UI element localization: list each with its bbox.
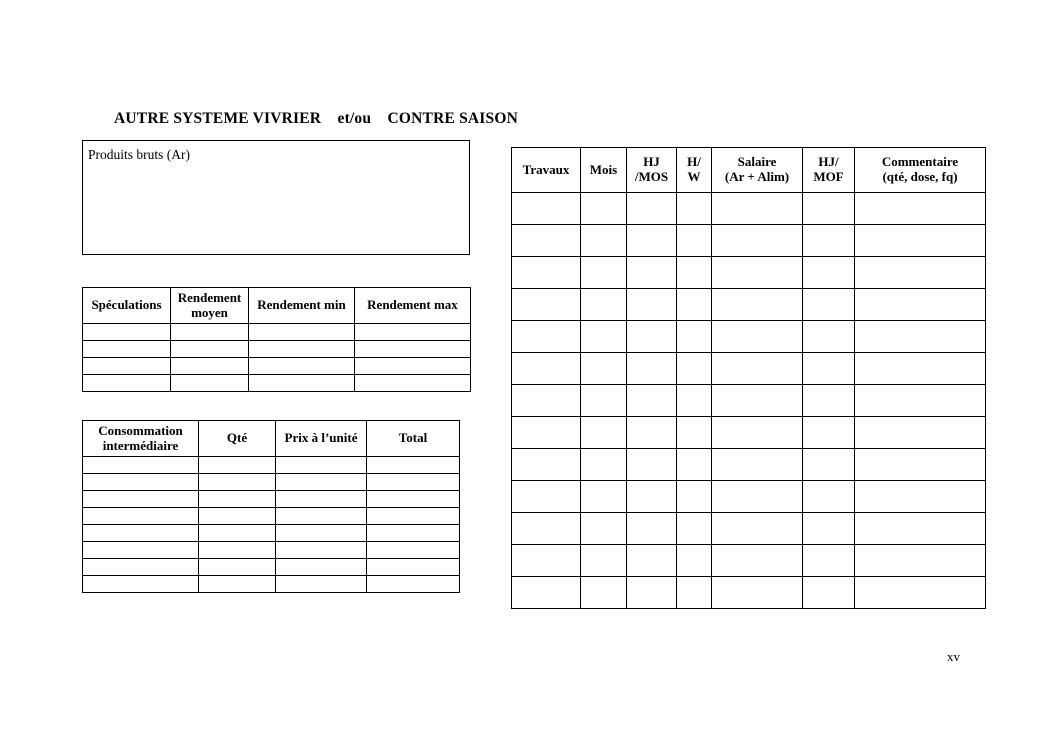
table-cell[interactable] — [83, 341, 171, 358]
table-cell[interactable] — [249, 341, 355, 358]
table-cell[interactable] — [712, 545, 803, 577]
column-header-prix-unite: Prix à l’unité — [276, 421, 367, 457]
table-cell[interactable] — [627, 449, 677, 481]
table-cell[interactable] — [83, 542, 199, 559]
table-cell[interactable] — [83, 576, 199, 593]
table-cell[interactable] — [855, 353, 986, 385]
table-cell[interactable] — [83, 474, 199, 491]
table-row[interactable] — [83, 358, 471, 375]
table-cell[interactable] — [199, 474, 276, 491]
table-cell[interactable] — [855, 225, 986, 257]
table-cell[interactable] — [627, 193, 677, 225]
table-row[interactable] — [512, 449, 986, 481]
table-cell[interactable] — [83, 324, 171, 341]
table-row[interactable] — [83, 542, 460, 559]
table-cell[interactable] — [367, 576, 460, 593]
table-cell[interactable] — [712, 481, 803, 513]
table-cell[interactable] — [803, 385, 855, 417]
table-cell[interactable] — [512, 577, 581, 609]
table-cell[interactable] — [712, 449, 803, 481]
table-cell[interactable] — [855, 481, 986, 513]
table-header-row — [512, 148, 986, 193]
table-cell[interactable] — [627, 321, 677, 353]
table-row[interactable] — [83, 324, 471, 341]
table-cell[interactable] — [803, 289, 855, 321]
table-cell[interactable] — [627, 513, 677, 545]
column-header-qte: Qté — [199, 421, 276, 457]
table-cell[interactable] — [249, 358, 355, 375]
table-row[interactable] — [83, 474, 460, 491]
table-cell[interactable] — [855, 321, 986, 353]
column-header-salaire: Salaire (Ar + Alim) — [712, 148, 803, 193]
table-cell[interactable] — [855, 545, 986, 577]
table-cell[interactable] — [803, 225, 855, 257]
table-cell[interactable] — [512, 289, 581, 321]
table-cell[interactable] — [855, 449, 986, 481]
table-cell[interactable] — [855, 417, 986, 449]
table-row[interactable] — [512, 289, 986, 321]
table-cell[interactable] — [803, 193, 855, 225]
table-cell[interactable] — [512, 417, 581, 449]
table-cell[interactable] — [276, 525, 367, 542]
table-cell[interactable] — [677, 193, 712, 225]
table-cell[interactable] — [171, 324, 249, 341]
table-cell[interactable] — [803, 481, 855, 513]
table-header-row — [83, 288, 471, 324]
table-cell[interactable] — [627, 417, 677, 449]
table-cell[interactable] — [677, 449, 712, 481]
table-cell[interactable] — [677, 385, 712, 417]
column-header-mois: Mois — [581, 148, 627, 193]
table-cell[interactable] — [581, 513, 627, 545]
table-cell[interactable] — [199, 508, 276, 525]
table-cell[interactable] — [199, 576, 276, 593]
table-row[interactable] — [512, 417, 986, 449]
table-cell[interactable] — [712, 385, 803, 417]
table-cell[interactable] — [803, 321, 855, 353]
table-cell[interactable] — [355, 375, 471, 392]
table-cell[interactable] — [367, 559, 460, 576]
table-row[interactable] — [512, 385, 986, 417]
column-header-hj-mof: HJ/ MOF — [803, 148, 855, 193]
table-cell[interactable] — [512, 513, 581, 545]
table-cell[interactable] — [171, 375, 249, 392]
table-cell[interactable] — [712, 257, 803, 289]
table-cell[interactable] — [581, 577, 627, 609]
table-cell[interactable] — [512, 321, 581, 353]
table-cell[interactable] — [803, 513, 855, 545]
table-row[interactable] — [512, 193, 986, 225]
table-cell[interactable] — [581, 321, 627, 353]
table-cell[interactable] — [712, 321, 803, 353]
consommation-intermediaire-table — [82, 420, 460, 593]
table-row[interactable] — [83, 457, 460, 474]
travaux-table — [511, 147, 986, 609]
table-cell[interactable] — [803, 257, 855, 289]
column-header-speculations: Spéculations — [83, 288, 171, 324]
table-cell[interactable] — [83, 491, 199, 508]
table-cell[interactable] — [367, 542, 460, 559]
table-row[interactable] — [83, 576, 460, 593]
table-cell[interactable] — [276, 576, 367, 593]
column-header-rendement-max: Rendement max — [355, 288, 471, 324]
table-cell[interactable] — [249, 375, 355, 392]
table-cell[interactable] — [677, 577, 712, 609]
table-cell[interactable] — [855, 513, 986, 545]
table-cell[interactable] — [199, 491, 276, 508]
table-cell[interactable] — [512, 225, 581, 257]
table-cell[interactable] — [83, 375, 171, 392]
table-row[interactable] — [512, 257, 986, 289]
page-title: AUTRE SYSTEME VIVRIER et/ou CONTRE SAISON — [114, 110, 519, 127]
table-cell[interactable] — [712, 289, 803, 321]
table-cell[interactable] — [677, 257, 712, 289]
table-cell[interactable] — [855, 289, 986, 321]
table-row[interactable] — [512, 225, 986, 257]
table-cell[interactable] — [199, 542, 276, 559]
table-row[interactable] — [512, 577, 986, 609]
column-header-rendement-moyen: Rendement moyen — [171, 288, 249, 324]
table-cell[interactable] — [355, 341, 471, 358]
table-row[interactable] — [512, 353, 986, 385]
table-cell[interactable] — [803, 417, 855, 449]
table-cell[interactable] — [367, 457, 460, 474]
table-cell[interactable] — [627, 353, 677, 385]
table-cell[interactable] — [581, 225, 627, 257]
table-cell[interactable] — [199, 525, 276, 542]
table-cell[interactable] — [803, 449, 855, 481]
table-cell[interactable] — [249, 324, 355, 341]
table-cell[interactable] — [581, 449, 627, 481]
table-cell[interactable] — [627, 481, 677, 513]
table-cell[interactable] — [276, 491, 367, 508]
table-cell[interactable] — [512, 481, 581, 513]
table-cell[interactable] — [199, 457, 276, 474]
speculations-table — [82, 287, 471, 392]
table-cell[interactable] — [581, 289, 627, 321]
table-cell[interactable] — [512, 545, 581, 577]
table-cell[interactable] — [712, 513, 803, 545]
table-cell[interactable] — [581, 545, 627, 577]
table-cell[interactable] — [512, 449, 581, 481]
table-cell[interactable] — [512, 385, 581, 417]
column-header-consommation: Consommation intermédiaire — [83, 421, 199, 457]
table-cell[interactable] — [627, 225, 677, 257]
column-header-commentaire: Commentaire (qté, dose, fq) — [855, 148, 986, 193]
table-row[interactable] — [83, 341, 471, 358]
table-cell[interactable] — [276, 542, 367, 559]
table-row[interactable] — [512, 481, 986, 513]
table-cell[interactable] — [83, 457, 199, 474]
table-cell[interactable] — [803, 545, 855, 577]
table-cell[interactable] — [677, 321, 712, 353]
table-header-row — [83, 421, 460, 457]
table-cell[interactable] — [171, 358, 249, 375]
table-cell[interactable] — [512, 193, 581, 225]
table-cell[interactable] — [803, 577, 855, 609]
table-cell[interactable] — [627, 577, 677, 609]
column-header-rendement-min: Rendement min — [249, 288, 355, 324]
table-cell[interactable] — [627, 545, 677, 577]
table-cell[interactable] — [677, 513, 712, 545]
table-row[interactable] — [83, 559, 460, 576]
table-cell[interactable] — [677, 417, 712, 449]
table-cell[interactable] — [677, 545, 712, 577]
table-cell[interactable] — [627, 289, 677, 321]
table-cell[interactable] — [581, 385, 627, 417]
table-row[interactable] — [512, 545, 986, 577]
table-cell[interactable] — [355, 324, 471, 341]
table-row[interactable] — [83, 375, 471, 392]
table-cell[interactable] — [712, 193, 803, 225]
table-cell[interactable] — [712, 353, 803, 385]
table-cell[interactable] — [677, 481, 712, 513]
table-cell[interactable] — [855, 385, 986, 417]
table-cell[interactable] — [83, 358, 171, 375]
table-cell[interactable] — [276, 474, 367, 491]
table-row[interactable] — [83, 525, 460, 542]
table-cell[interactable] — [276, 457, 367, 474]
produits-bruts-label: Produits bruts (Ar) — [88, 147, 190, 162]
table-row[interactable] — [512, 321, 986, 353]
table-row[interactable] — [83, 491, 460, 508]
table-row[interactable] — [83, 508, 460, 525]
table-cell[interactable] — [171, 341, 249, 358]
table-cell[interactable] — [803, 353, 855, 385]
table-cell[interactable] — [677, 289, 712, 321]
table-cell[interactable] — [512, 257, 581, 289]
table-cell[interactable] — [367, 525, 460, 542]
column-header-hj-mos: HJ /MOS — [627, 148, 677, 193]
table-cell[interactable] — [276, 508, 367, 525]
table-cell[interactable] — [276, 559, 367, 576]
table-cell[interactable] — [367, 474, 460, 491]
table-cell[interactable] — [83, 559, 199, 576]
table-row[interactable] — [512, 513, 986, 545]
table-cell[interactable] — [712, 417, 803, 449]
table-cell[interactable] — [199, 559, 276, 576]
table-cell[interactable] — [355, 358, 471, 375]
table-cell[interactable] — [367, 508, 460, 525]
table-cell[interactable] — [83, 525, 199, 542]
table-cell[interactable] — [581, 193, 627, 225]
table-cell[interactable] — [581, 353, 627, 385]
table-cell[interactable] — [677, 353, 712, 385]
table-cell[interactable] — [581, 257, 627, 289]
table-cell[interactable] — [627, 257, 677, 289]
table-cell[interactable] — [581, 481, 627, 513]
table-cell[interactable] — [83, 508, 199, 525]
table-cell[interactable] — [367, 491, 460, 508]
produits-bruts-box — [82, 140, 470, 255]
table-cell[interactable] — [677, 225, 712, 257]
column-header-h-w: H/ W — [677, 148, 712, 193]
table-cell[interactable] — [855, 577, 986, 609]
table-cell[interactable] — [712, 577, 803, 609]
table-cell[interactable] — [855, 193, 986, 225]
column-header-travaux: Travaux — [512, 148, 581, 193]
table-cell[interactable] — [512, 353, 581, 385]
table-cell[interactable] — [855, 257, 986, 289]
table-cell[interactable] — [581, 417, 627, 449]
table-cell[interactable] — [712, 225, 803, 257]
column-header-total: Total — [367, 421, 460, 457]
page-number: xv — [947, 649, 960, 664]
table-cell[interactable] — [627, 385, 677, 417]
